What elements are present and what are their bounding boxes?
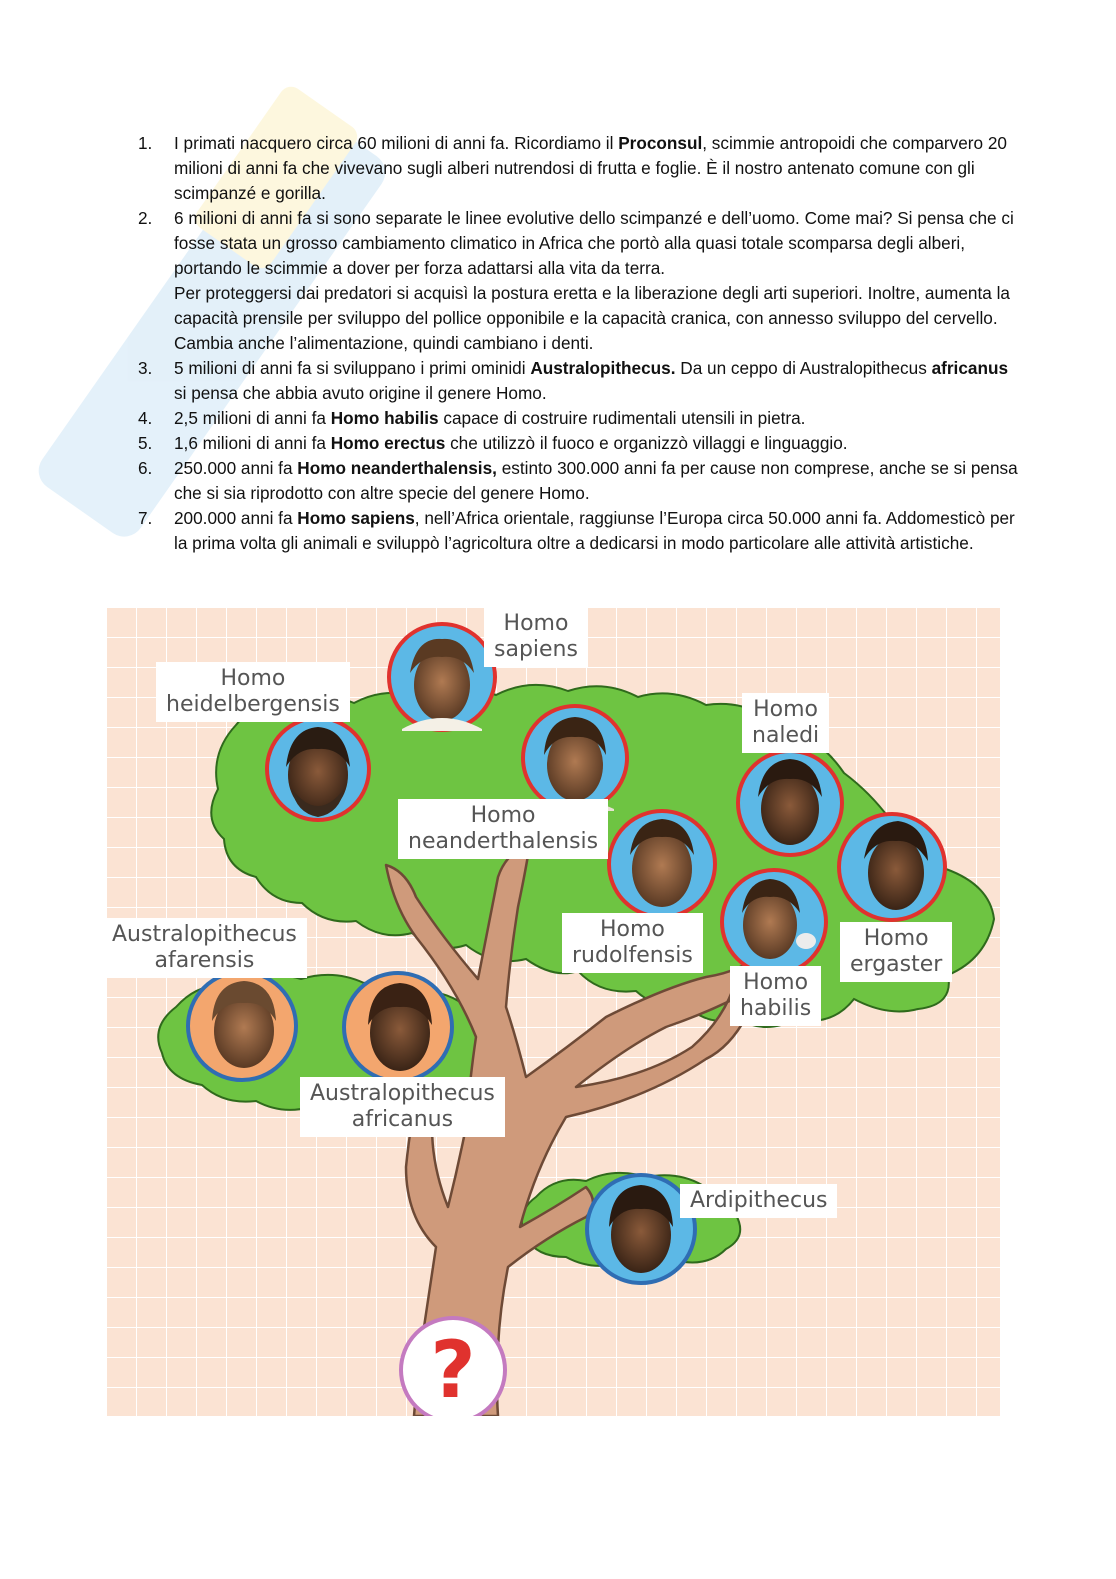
label-line: rudolfensis xyxy=(572,943,693,968)
text-run: 6 milioni di anni fa si sono separate le linee evolutive dello scimpanzé e dell’uomo. Come mai? Si pensa che ci fosse stata un grosso cambiamento climatico in Africa che portò alla quasi totale scomparsa degli alberi, portando le scimmie a dover per forza adattarsi alla vita da terra. xyxy=(174,208,1014,278)
portrait-ardipithecus xyxy=(587,1175,695,1283)
label-line: Homo xyxy=(470,803,536,828)
question-mark: ? xyxy=(430,1326,476,1416)
list-item xyxy=(138,206,1018,356)
list-item xyxy=(138,406,1018,431)
text-run: 1,6 milioni di anni fa xyxy=(174,433,331,453)
portrait-homo-naledi xyxy=(738,751,842,855)
text-run: I primati nacquero circa 60 milioni di anni fa. Ricordiamo il xyxy=(174,133,619,153)
label-homo-heidelbergensis xyxy=(156,662,350,722)
label-line: Homo xyxy=(863,926,929,951)
label-line: sapiens xyxy=(494,637,578,662)
portrait-homo-habilis xyxy=(722,870,826,974)
label-line: africanus xyxy=(351,1107,454,1132)
label-homo-sapiens xyxy=(484,607,588,667)
text-run: estinto 300.000 anni fa per cause non comprese, anche se si pensa che si sia riprodotto con altre specie del genere Homo. xyxy=(174,458,1018,503)
tree-illustration xyxy=(106,607,1000,1416)
bold-term: Homo habilis xyxy=(330,408,439,428)
portrait-australopithecus-afarensis xyxy=(188,972,296,1080)
list-item-number: 2. xyxy=(138,208,153,228)
label-homo-rudolfensis xyxy=(562,913,703,973)
text-run: 2,5 milioni di anni fa xyxy=(174,408,331,428)
label-homo-habilis xyxy=(730,966,821,1026)
label-line: Homo xyxy=(753,697,819,722)
bold-term: Proconsul xyxy=(618,133,703,153)
bold-term: Homo neanderthalensis, xyxy=(297,458,497,478)
portrait-homo-ergaster xyxy=(839,814,945,920)
evolution-timeline-list xyxy=(138,131,1018,556)
list-item xyxy=(138,431,1018,456)
label-line: Homo xyxy=(599,917,665,942)
text-run: 250.000 anni fa xyxy=(174,458,298,478)
text-run: , scimmie antropoidi che comparvero 20 milioni di anni fa che vivevano sugli alberi nutrendosi di frutta e foglie. È il nostro antenato comune con gli scimpanzé e gorilla. xyxy=(174,133,1007,203)
label-line: Ardipithecus xyxy=(690,1188,828,1213)
label-line: habilis xyxy=(740,996,812,1021)
portrait-homo-sapiens xyxy=(389,624,495,731)
text-run: Da un ceppo di Australopithecus xyxy=(675,358,932,378)
unknown-ancestor-badge xyxy=(401,1318,505,1416)
label-line: heidelbergensis xyxy=(166,692,340,717)
label-australopithecus-afarensis xyxy=(106,918,307,978)
label-australopithecus-africanus xyxy=(300,1077,505,1137)
text-run: si pensa che abbia avuto origine il genere Homo. xyxy=(174,383,547,403)
list-item-number: 6. xyxy=(138,458,153,478)
list-item-number: 4. xyxy=(138,408,153,428)
list-item xyxy=(138,506,1018,556)
label-line: ergaster xyxy=(850,952,943,977)
label-line: Australopithecus xyxy=(310,1081,495,1106)
portrait-homo-rudolfensis xyxy=(609,811,715,917)
text-run: , nell’Africa orientale, raggiunse l’Europa circa 50.000 anni fa. Addomesticò per la prima volta gli animali e sviluppò l’agricoltura oltre a dedicarsi in modo particolare alle attività artistiche. xyxy=(174,508,1015,553)
portrait-homo-neanderthalensis xyxy=(523,706,627,811)
label-homo-neanderthalensis xyxy=(398,799,608,859)
portrait-homo-heidelbergensis xyxy=(267,718,369,820)
label-homo-naledi xyxy=(742,693,829,753)
bold-term: Australopithecus. xyxy=(530,358,676,378)
label-line: Australopithecus xyxy=(112,922,297,947)
label-line: Homo xyxy=(220,666,286,691)
label-homo-ergaster xyxy=(840,922,952,982)
bold-term: Homo sapiens xyxy=(297,508,415,528)
list-item-number: 1. xyxy=(138,133,153,153)
list-item xyxy=(138,356,1018,406)
portrait-australopithecus-africanus xyxy=(344,973,452,1081)
text-run: che utilizzò il fuoco e organizzò villaggi e linguaggio. xyxy=(445,433,848,453)
bold-term: Homo erectus xyxy=(330,433,446,453)
label-line: Homo xyxy=(743,970,809,995)
bold-term: africanus xyxy=(931,358,1008,378)
text-run: capace di costruire rudimentali utensili in pietra. xyxy=(438,408,806,428)
list-item-number: 7. xyxy=(138,508,153,528)
human-evolution-tree-figure xyxy=(106,607,1000,1416)
label-ardipithecus xyxy=(680,1184,837,1218)
text-run: Per proteggersi dai predatori si acquisì la postura eretta e la liberazione degli arti superiori. Inoltre, aumenta la capacità prensile per sviluppo del pollice opponibile e la capacità cranica, con annesso sviluppo del cervello. Cambia anche l’alimentazione, quindi cambiano i denti. xyxy=(174,283,1010,353)
list-item-number: 5. xyxy=(138,433,153,453)
list-item-number: 3. xyxy=(138,358,153,378)
text-run: 5 milioni di anni fa si sviluppano i primi ominidi xyxy=(174,358,531,378)
label-line: Homo xyxy=(503,611,569,636)
label-line: afarensis xyxy=(154,948,255,973)
list-item xyxy=(138,131,1018,206)
list-item xyxy=(138,456,1018,506)
label-line: neanderthalensis xyxy=(408,829,599,854)
label-line: naledi xyxy=(752,723,820,748)
text-run: 200.000 anni fa xyxy=(174,508,298,528)
